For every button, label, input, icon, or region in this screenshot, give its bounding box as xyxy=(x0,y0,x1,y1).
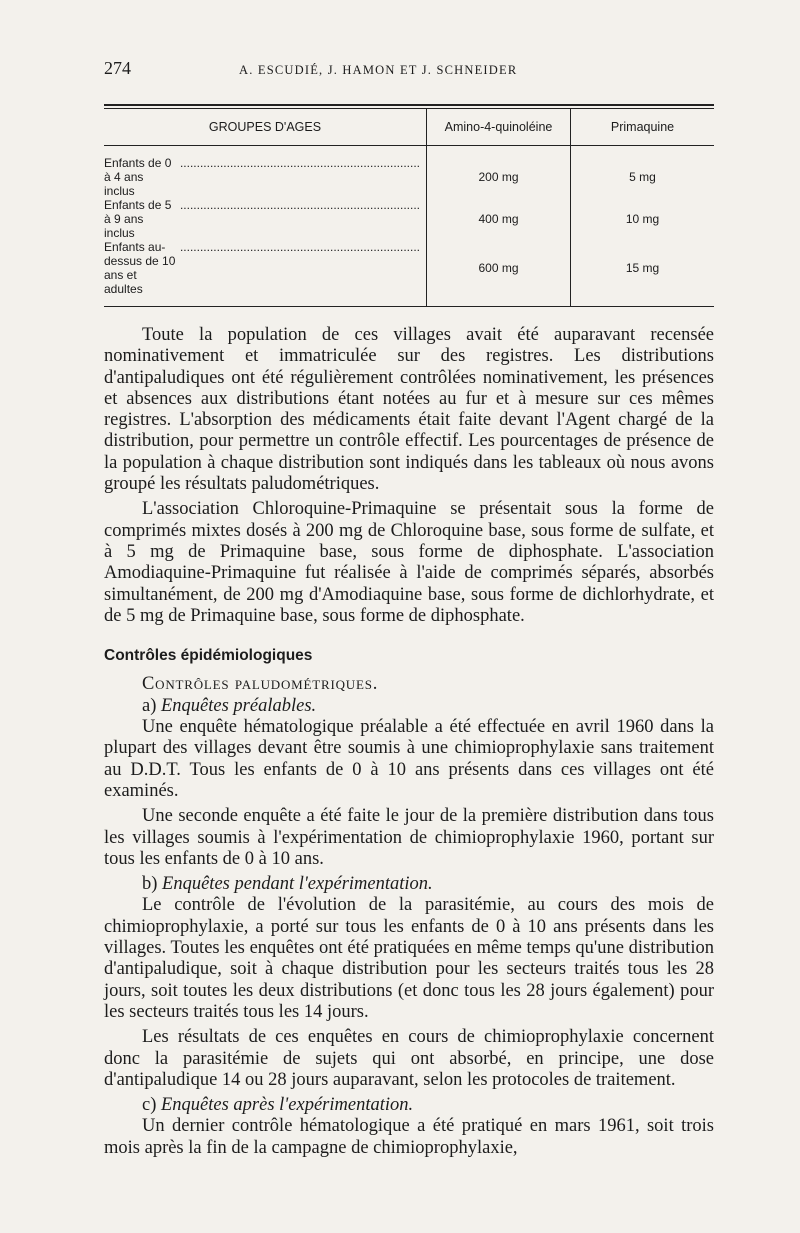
leader-dots: ........................................................................ xyxy=(179,240,420,254)
subsection-b-heading: b) Enquêtes pendant l'expérimentation. xyxy=(142,874,433,895)
paragraph: Un dernier contrôle hématologique a été pratiqué en mars 1961, soit trois mois après la fin de la campagne de chimioprophylaxie, xyxy=(104,1116,714,1158)
paragraph: Les résultats de ces enquêtes en cours de chimioprophylaxie concernent donc la parasitémie de sujets qui ont absorbé, en principe, une dose d'antipaludique 14 ou 28 jours auparavant, selon les protocoles de traitement. xyxy=(104,1027,714,1090)
primaquine-dose-cell: 10 mg xyxy=(571,198,715,240)
age-group-cell: Enfants de 0 à 4 ans inclus xyxy=(104,156,172,198)
paragraph: Une seconde enquête a été faite le jour de la première distribution dans tous les villages soumis à l'expérimentation de chimioprophylaxie 1960, portant sur tous les enfants de 0 à 10 ans. xyxy=(104,806,714,869)
running-head: A. ESCUDIÉ, J. HAMON ET J. SCHNEIDER xyxy=(239,63,518,77)
subsection-c-heading: c) Enquêtes après l'expérimentation. xyxy=(142,1095,414,1116)
paragraph: Le contrôle de l'évolution de la parasitémie, au cours des mois de chimioprophylaxie, a porté sur tous les enfants de 0 à 10 ans présents dans les villages. Toutes les enquêtes ont été pratiquées en même temps qu'une distribution d'antipaludique, soit à chaque distribution pour les secteurs traités tous les 28 jours, soit toutes les deux distributions (et donc tous les 28 jours également) pour les secteurs traités tous les 14 jours. xyxy=(104,895,714,1022)
table-row xyxy=(104,198,714,240)
age-group-cell: Enfants au-dessus de 10 ans et adultes xyxy=(104,240,176,296)
subsection-a-heading: a) Enquêtes préalables. xyxy=(142,695,317,716)
body-text xyxy=(104,325,714,1159)
table-bottom-rule xyxy=(104,306,714,307)
age-group-cell: Enfants de 5 à 9 ans inclus xyxy=(104,198,172,240)
column-header-amino: Amino-4-quinoléine xyxy=(427,109,571,146)
subheading: Contrôles paludométriques. xyxy=(142,674,379,695)
page xyxy=(104,58,714,1159)
primaquine-dose-cell: 5 mg xyxy=(571,146,715,199)
paragraph: Une enquête hématologique préalable a été effectuée en avril 1960 dans la plupart des villages devant être soumis à une chimioprophylaxie sans traitement au D.D.T. Tous les enfants de 0 à 10 ans présents dans ces villages ont été examinés. xyxy=(104,717,714,801)
table-row xyxy=(104,240,714,306)
dosage-table xyxy=(104,109,714,306)
leader-dots: ........................................................................ xyxy=(179,156,420,170)
amino-dose-cell: 600 mg xyxy=(427,240,571,306)
table-row xyxy=(104,146,714,199)
page-header xyxy=(104,58,714,88)
paragraph: Toute la population de ces villages avait été auparavant recensée nominativement et immatriculée sur des registres. Les distributions d'antipaludiques ont été régulièrement contrôlées nominativement, les présences et absences aux distributions étant notées au fur et à mesure sur ces mêmes registres. L'absorption des médicaments était faite devant l'Agent chargé de la distribution, pour permettre un contrôle effectif. Les pourcentages de présence de la population à chaque distribution sont indiqués dans les tableaux où nous avons groupé les résultats paludométriques. xyxy=(104,325,714,495)
column-header-groups: GROUPES D'AGES xyxy=(104,109,427,146)
section-title: Contrôles épidémiologiques xyxy=(104,647,313,665)
table-top-rule xyxy=(104,104,714,106)
amino-dose-cell: 200 mg xyxy=(427,146,571,199)
paragraph: L'association Chloroquine-Primaquine se présentait sous la forme de comprimés mixtes dosés à 200 mg de Chloroquine base, sous forme de sulfate, et à 5 mg de Primaquine base, sous forme de diphosphate. L'association Amodiaquine-Primaquine fut réalisée à l'aide de comprimés séparés, absorbés simultanément, de 200 mg d'Amodiaquine base, sous forme de dichlorhydrate, et de 5 mg de Primaquine base, sous forme de diphosphate. xyxy=(104,499,714,626)
page-number: 274 xyxy=(104,58,131,78)
column-header-primaquine: Primaquine xyxy=(571,109,715,146)
amino-dose-cell: 400 mg xyxy=(427,198,571,240)
primaquine-dose-cell: 15 mg xyxy=(571,240,715,306)
leader-dots: ........................................................................ xyxy=(179,198,420,212)
